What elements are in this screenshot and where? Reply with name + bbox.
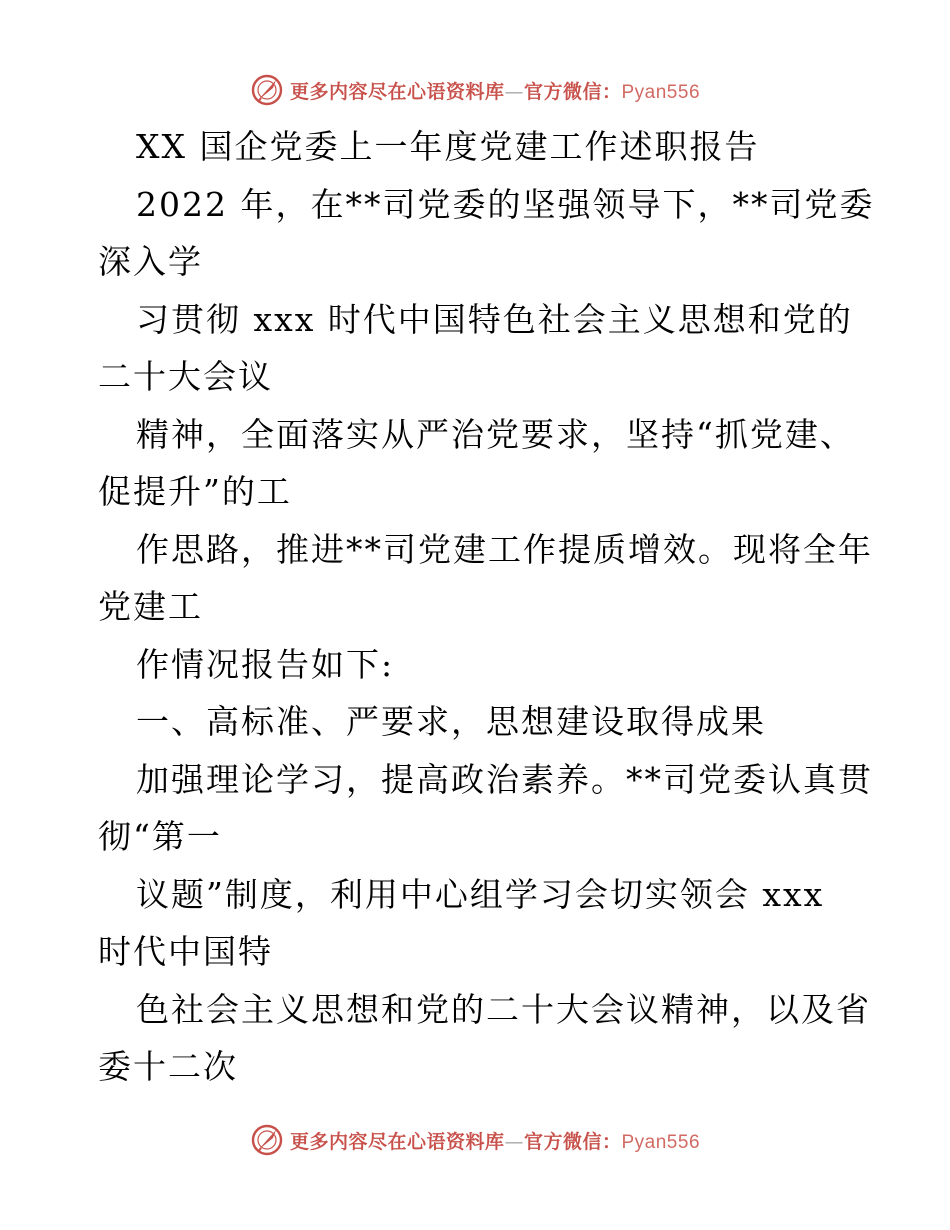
text-line: 二十大会议 (98, 357, 273, 396)
text-line: 习贯彻 xxx 时代中国特色社会主义思想和党的 (136, 299, 853, 339)
text-line: 加强理论学习，提高政治素养。**司党委认真贯 (136, 759, 873, 799)
banner-dash: — (504, 80, 524, 103)
document-title: XX 国企党委上一年度党建工作述职报告 (136, 127, 760, 166)
banner-official: 官方微信： (523, 1130, 622, 1153)
text-line: 深入学 (98, 242, 203, 281)
quill-seal-icon (250, 1123, 284, 1157)
section-heading: 一、高标准、严要求，思想建设取得成果 (136, 702, 766, 741)
text-line: 议题”制度，利用中心组学习会切实领会 xxx (136, 874, 825, 914)
banner-dash: — (504, 1130, 524, 1153)
text-line: 2022 年，在**司党委的坚强领导下，**司党委 (136, 184, 875, 224)
text-line: 党建工 (98, 587, 203, 626)
footer-watermark-banner (0, 1120, 950, 1160)
text-line: 精神，全面落实从严治党要求，坚持“抓党建、 (136, 414, 855, 454)
banner-official: 官方微信： (523, 80, 622, 103)
text-line: 作情况报告如下: (136, 644, 395, 684)
text-line: 作思路，推进**司党建工作提质增效。现将全年 (136, 529, 873, 569)
text-line: 色社会主义思想和党的二十大会议精神，以及省 (136, 989, 871, 1029)
banner-wechat-id: Pyan556 (621, 81, 701, 103)
banner-text (290, 77, 700, 104)
banner-main: 更多内容尽在心语资料库 (289, 1130, 505, 1153)
banner-wechat-id: Pyan556 (621, 1131, 701, 1153)
quill-seal-icon (250, 73, 284, 107)
document-body (98, 118, 875, 1096)
text-line: 促提升”的工 (98, 472, 292, 511)
banner-text (290, 1127, 700, 1154)
text-line: 委十二次 (98, 1047, 238, 1086)
banner-main: 更多内容尽在心语资料库 (289, 80, 505, 103)
header-watermark-banner (0, 70, 950, 110)
text-line: 时代中国特 (98, 932, 273, 971)
text-line: 彻“第一 (98, 817, 222, 856)
